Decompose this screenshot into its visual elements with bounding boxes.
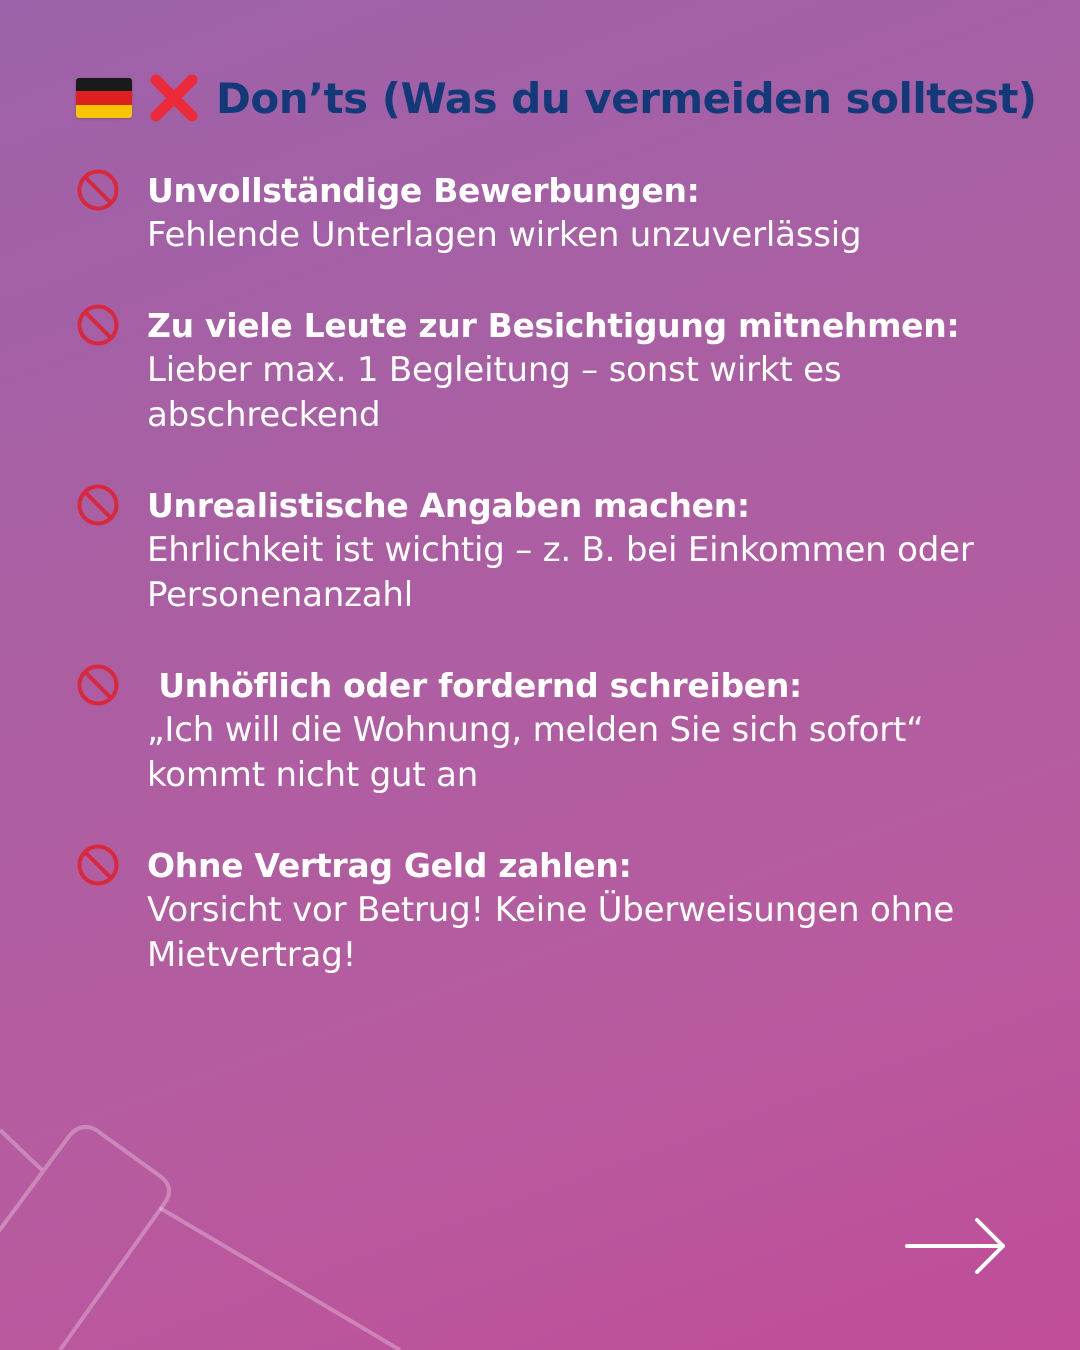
prohibited-icon <box>76 168 120 212</box>
prohibited-icon <box>76 663 120 707</box>
item-heading: Unvollständige Bewerbungen: <box>147 171 700 210</box>
item-body: Vorsicht vor Betrug! Keine Überweisungen ohne Mietvertrag! <box>147 890 955 975</box>
red-cross-icon <box>148 72 200 124</box>
decorative-outline-shape <box>0 1100 420 1350</box>
item-heading: Unrealistische Angaben machen: <box>147 486 750 525</box>
item-body: Ehrlichkeit ist wichtig – z. B. bei Einkommen oder Personenanzahl <box>147 530 974 615</box>
item-body: Lieber max. 1 Begleitung – sonst wirkt es abschreckend <box>147 350 842 435</box>
title-text: Don’ts (Was du vermeiden solltest) <box>216 73 1037 123</box>
item-body: Fehlende Unterlagen wirken unzuverlässig <box>147 215 862 255</box>
prohibited-icon <box>76 843 120 887</box>
prohibited-icon <box>76 303 120 347</box>
prohibited-icon <box>76 483 120 527</box>
item-heading: Unhöflich oder fordernd schreiben: <box>147 666 802 705</box>
page-title <box>76 68 1037 128</box>
item-heading: Ohne Vertrag Geld zahlen: <box>147 846 632 885</box>
arrow-right-icon[interactable] <box>903 1214 1009 1278</box>
item-heading: Zu viele Leute zur Besichtigung mitnehmen: <box>147 306 960 345</box>
germany-flag-icon <box>76 78 132 118</box>
item-body: „Ich will die Wohnung, melden Sie sich sofort“ kommt nicht gut an <box>147 710 924 795</box>
